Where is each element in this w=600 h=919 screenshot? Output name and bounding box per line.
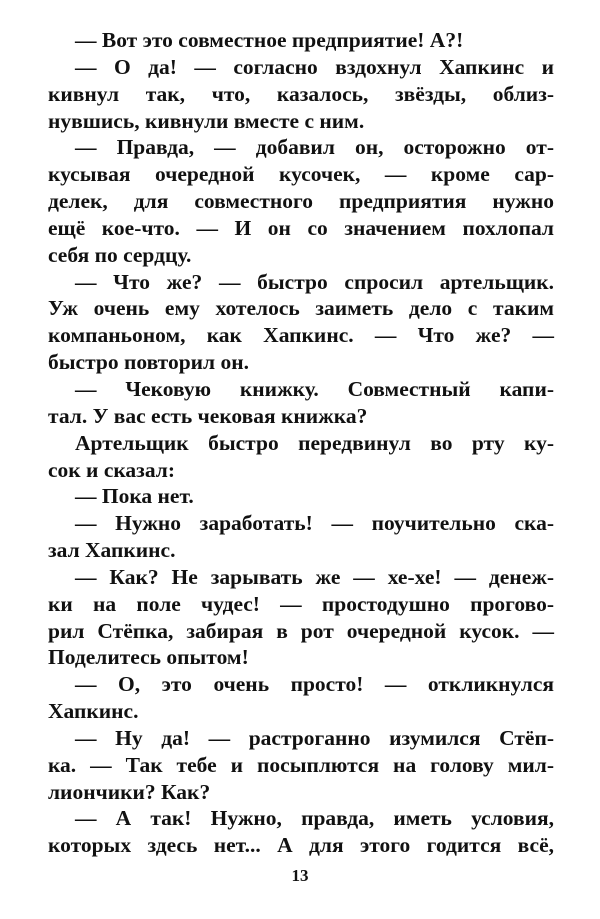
text-line: зал Хапкинс.	[48, 538, 176, 563]
text-line: — Ну да! — растроганно изумился Стёп-	[75, 725, 554, 750]
text-line: лиончики? Как?	[48, 779, 211, 804]
text-line: Артельщик быстро передвинул во рту ку-	[75, 430, 554, 455]
text-line: Поделитесь опытом!	[48, 645, 249, 670]
text-line: нувшись, кивнули вместе с ним.	[48, 108, 365, 133]
text-line: — Как? Не зарывать же — хе-хе! — денеж-	[75, 564, 554, 589]
text-line: — Чековую книжку. Совместный капи-	[75, 376, 554, 401]
text-line: — Что же? — быстро спросил артельщик.	[75, 269, 554, 294]
text-line: кусывая очередной кусочек, — кроме сар-	[48, 162, 554, 187]
text-line: рил Стёпка, забирая в рот очередной кусок. —	[48, 618, 554, 643]
text-line: сок и сказал:	[48, 457, 175, 482]
page-body-text	[48, 27, 554, 859]
text-line: компаньоном, как Хапкинс. — Что же? —	[48, 323, 554, 348]
text-line: — Правда, — добавил он, осторожно от-	[75, 135, 554, 160]
text-line: быстро повторил он.	[48, 350, 249, 375]
text-line: Уж очень ему хотелось заиметь дело с таким	[48, 296, 554, 321]
text-line: ещё кое-что. — И он со значением похлопал	[48, 215, 554, 240]
text-line: — Нужно заработать! — поучительно ска-	[75, 511, 554, 536]
text-line: — А так! Нужно, правда, иметь условия,	[75, 806, 554, 831]
text-line: ка. — Так тебе и посыплются на голову мил-	[48, 752, 554, 777]
text-line: которых здесь нет... А для этого годится всё,	[48, 833, 554, 858]
text-line: ки на поле чудес! — простодушно прогово-	[48, 591, 554, 616]
text-line: делек, для совместного предприятия нужно	[48, 189, 554, 214]
page-number: 13	[291, 866, 309, 885]
text-line: — О да! — согласно вздохнул Хапкинс и	[75, 54, 554, 79]
text-line: — Вот это совместное предприятие! А?!	[75, 28, 464, 52]
text-line: кивнул так, что, казалось, звёзды, облиз-	[48, 81, 554, 106]
text-line: тал. У вас есть чековая книжка?	[48, 403, 368, 428]
text-line: Хапкинс.	[48, 699, 139, 724]
text-line: — Пока нет.	[75, 484, 194, 509]
text-line: себя по сердцу.	[48, 242, 192, 267]
text-line: — О, это очень просто! — откликнулся	[75, 672, 554, 697]
